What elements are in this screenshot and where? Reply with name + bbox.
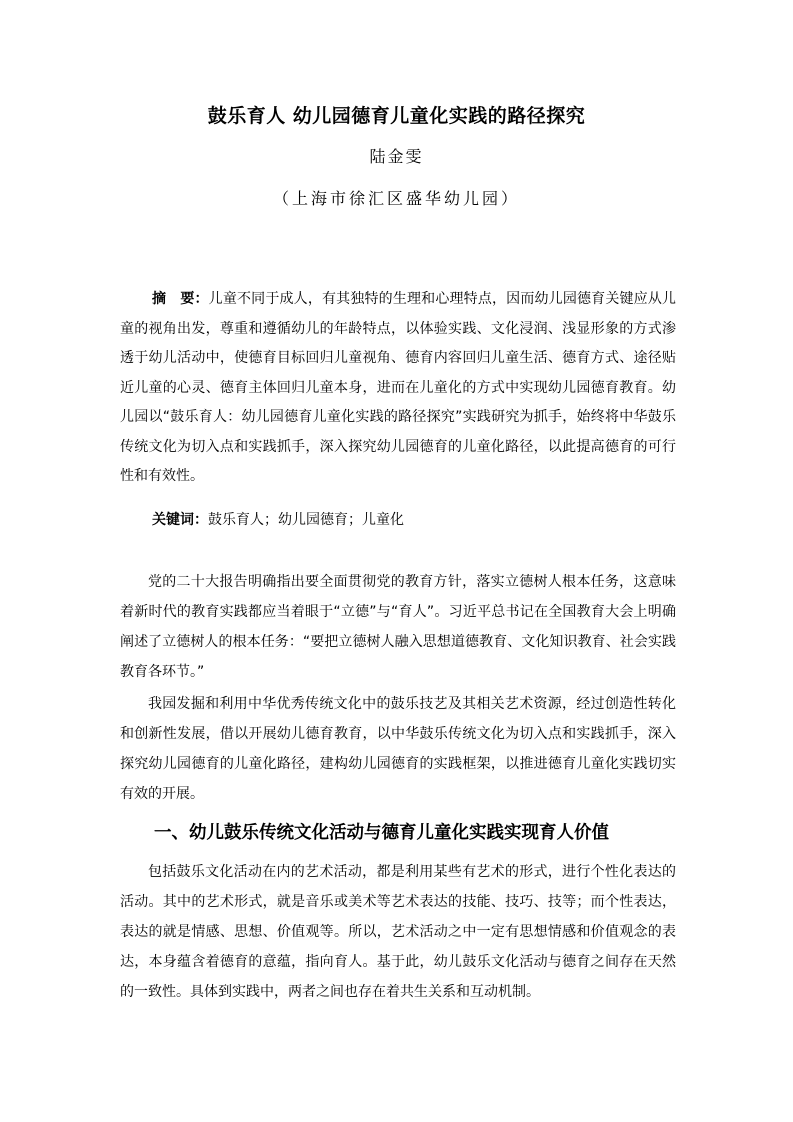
abstract-text: 儿童不同于成人，有其独特的生理和心理特点，因而幼儿园德育关键应从儿童的视角出发，尊重和遵循幼儿的年龄特点，以体验实践、文化浸润、浅显形象的方式渗透于幼儿活动中，使德育目标回归儿童视角、德育内容回归儿童生活、德育方式、途径贴近儿童的心灵、德育主体回归儿童本身，进而在儿童化的方式中实现幼儿园德育教育。幼儿园以“鼓乐育人：幼儿园德育儿童化实践的路径探究”实践研究为抓手，始终将中华鼓乐传统文化为切入点和实践抓手，深入探究幼儿园德育的儿童化路径，以此提高德育的可行性和有效性。 [120,291,677,484]
section-1-paragraph: 包括鼓乐文化活动在内的艺术活动，都是利用某些有艺术的形式，进行个性化表达的活动。其中的艺术形式，就是音乐或美术等艺术表达的技能、技巧、技等；而个性表达，表达的就是情感、思想、价值观等。所以，艺术活动之中一定有思想情感和价值观念的表达，本身蕴含着德育的意蕴，指向育人。基于此，幼儿鼓乐文化活动与德育之间存在天然的一致性。具体到实践中，两者之间也存在着共生关系和互动机制。 [120,864,676,1000]
author-affiliation: （上海市徐汇区盛华幼儿园） [272,189,520,208]
keywords [120,506,676,536]
keywords-label: 关键词： [152,512,208,528]
author-name: 陆金雯 [369,147,424,166]
abstract-label: 摘 要： [152,291,209,307]
body-paragraph-1: 党的二十大报告明确指出要全面贯彻党的教育方针，落实立德树人根本任务，这意味着新时代的教育实践都应当着眼于“立德”与“育人”。习近平总书记在全国教育大会上明确阐述了立德树人的根本任务：“要把立德树人融入思想道德教育、文化知识教育、社会实践教育各环节。” [120,574,676,680]
keywords-text: 鼓乐育人；幼儿园德育；儿童化 [208,512,404,528]
section-1-heading: 一、幼儿鼓乐传统文化活动与德育儿童化实践实现育人价值 [154,823,609,843]
abstract [120,285,676,492]
paper-title: 鼓乐育人 幼儿园德育儿童化实践的路径探究 [207,105,586,127]
body-paragraph-2: 我园发掘和利用中华优秀传统文化中的鼓乐技艺及其相关艺术资源，经过创造性转化和创新性发展，借以开展幼儿德育教育，以中华鼓乐传统文化为切入点和实践抓手，深入探究幼儿园德育的儿童化路径，建构幼儿园德育的实践框架，以推进德育儿童化实践切实有效的开展。 [120,696,676,802]
